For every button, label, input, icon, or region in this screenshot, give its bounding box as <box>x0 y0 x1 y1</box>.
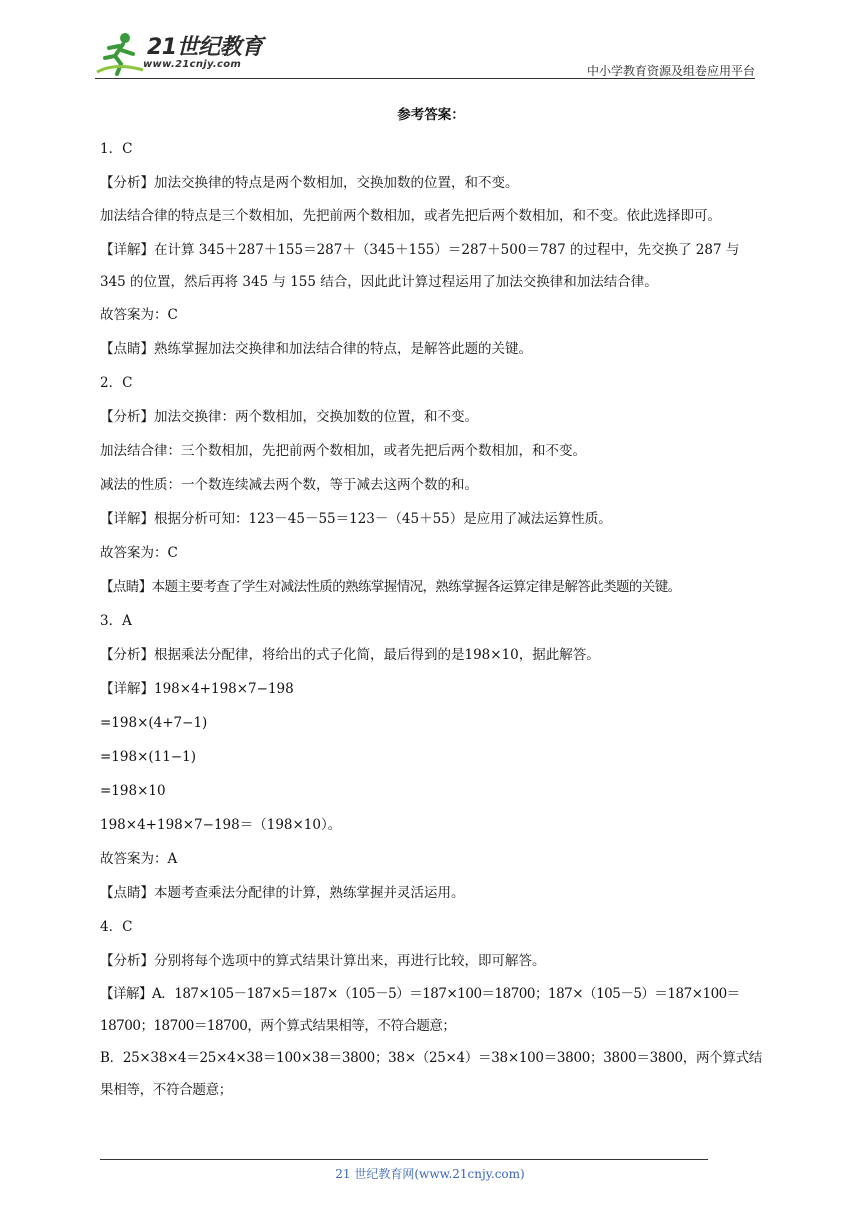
footer-divider <box>100 1159 708 1160</box>
logo-url: www.21cnjy.com <box>143 59 242 70</box>
analysis-line: 【分析】分别将每个选项中的算式结果计算出来，再进行比较，即可解答。 <box>100 953 546 969</box>
answer-line: 故答案为：C <box>100 545 178 561</box>
analysis-line: 减法的性质：一个数连续减去两个数，等于减去这两个数的和。 <box>100 477 478 493</box>
answer-line: 故答案为：A <box>100 851 178 867</box>
answer-number: 1．C <box>100 141 133 157</box>
answer-number: 3．A <box>100 613 132 629</box>
tip-line: 【点睛】本题主要考查了学生对减法性质的熟练掌握情况，熟练掌握各运算定律是解答此类题的关键。 <box>100 579 681 595</box>
answer-line: 故答案为：C <box>100 307 178 323</box>
formula-line: =198×(4+7−1) <box>100 715 208 731</box>
header-divider <box>95 78 755 79</box>
tip-line: 【点睛】本题考查乘法分配律的计算，熟练掌握并灵活运用。 <box>100 885 465 901</box>
runner-logo-icon <box>95 32 147 76</box>
page-title: 参考答案： <box>397 107 465 123</box>
analysis-line: 【分析】加法交换律的特点是两个数相加，交换加数的位置，和不变。 <box>100 175 519 191</box>
logo-text: 21世纪教育 <box>147 35 263 60</box>
analysis-line: 加法结合律的特点是三个数相加，先把前两个数相加，或者先把后两个数相加，和不变。依此选择即可。 <box>100 208 721 224</box>
analysis-line: 【分析】加法交换律：两个数相加，交换加数的位置，和不变。 <box>100 409 478 425</box>
answer-number: 4．C <box>100 919 133 935</box>
answer-number: 2．C <box>100 375 133 391</box>
detail-line: 【详解】A．187×105－187×5＝187×（105－5）＝187×100＝18700；187×（105－5）＝187×100＝18700；18700＝18700，两个算式结果相等，不符合题意； <box>100 986 740 1034</box>
logo <box>95 28 265 78</box>
answer-content <box>100 98 762 1106</box>
detail-line: B．25×38×4＝25×4×38＝100×38＝3800；38×（25×4）＝38×100＝3800；3800＝3800，两个算式结果相等，不符合题意； <box>100 1050 762 1098</box>
detail-line: 【详解】根据分析可知：123－45－55＝123－（45＋55）是应用了减法运算性质。 <box>100 511 612 527</box>
platform-name: 中小学教育资源及组卷应用平台 <box>586 64 755 78</box>
formula-line: =198×(11−1) <box>100 749 197 765</box>
tip-line: 【点睛】熟练掌握加法交换律和加法结合律的特点，是解答此题的关键。 <box>100 341 532 357</box>
analysis-line: 加法结合律：三个数相加，先把前两个数相加，或者先把后两个数相加，和不变。 <box>100 443 586 459</box>
formula-line: =198×10 <box>100 783 166 799</box>
page-header <box>95 28 755 80</box>
detail-line: 【详解】在计算 345＋287＋155＝287＋（345＋155）＝287＋500＝787 的过程中，先交换了 287 与 345 的位置，然后再将 345 与 155 结合，因此此计算过程运用了加法交换律和加法结合律。 <box>100 242 740 290</box>
analysis-line: 【分析】根据乘法分配律，将给出的式子化简，最后得到的是198×10，据此解答。 <box>100 647 600 663</box>
formula-line: 198×4+198×7−198＝（198×10）。 <box>100 817 342 833</box>
detail-line: 【详解】198×4+198×7−198 <box>100 681 294 697</box>
page-footer: 21 世纪教育网(www.21cnjy.com) <box>335 1167 525 1181</box>
